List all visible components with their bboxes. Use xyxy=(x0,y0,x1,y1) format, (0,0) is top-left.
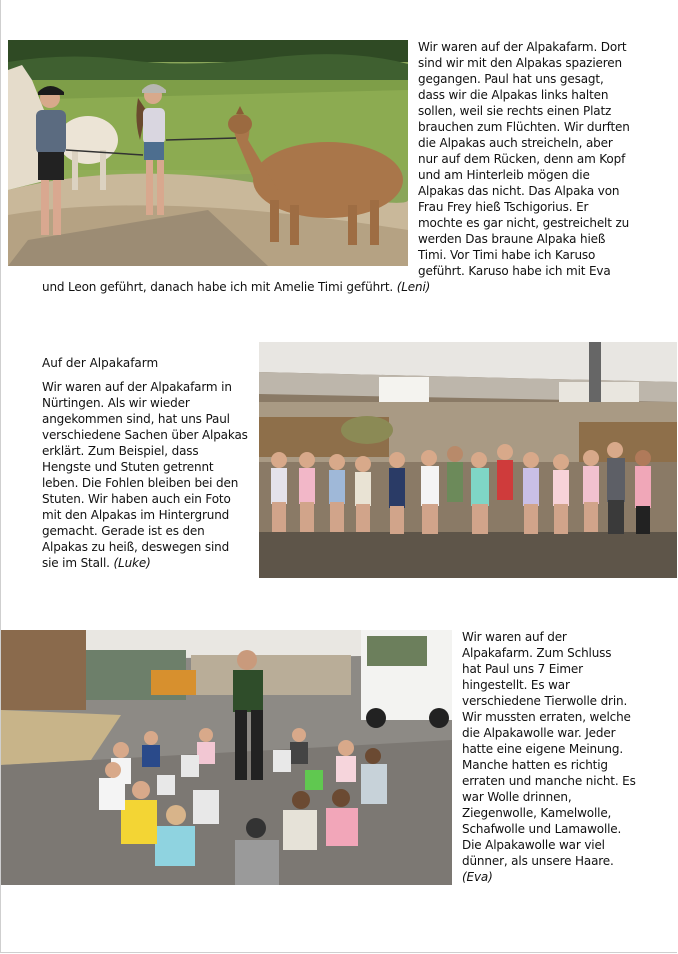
text-line: dünner, als unsere Haare. xyxy=(462,854,614,868)
text-line: leben. Die Fohlen bleiben bei den xyxy=(42,476,239,490)
text-line: Wir waren auf der xyxy=(462,630,567,644)
text-line: sind wir mit den Alpakas spazieren xyxy=(418,56,622,70)
text-line: gemacht. Gerade ist es den xyxy=(42,524,205,538)
section-3-text xyxy=(462,629,636,885)
text-line: Ziegenwolle, Kamelwolle, xyxy=(462,806,612,820)
text-line: Wir waren auf der Alpakafarm in xyxy=(42,380,232,394)
photo-alpaca-walk xyxy=(8,40,408,266)
text-line: verschiedene Sachen über Alpakas xyxy=(42,428,248,442)
text-line: Die Alpakawolle war viel xyxy=(462,838,605,852)
text-line: Wir mussten erraten, welche xyxy=(462,710,631,724)
author-name: (Leni) xyxy=(396,280,431,294)
section-heading: Auf der Alpakafarm xyxy=(42,356,159,370)
text-line: Schafwolle und Lamawolle. xyxy=(462,822,622,836)
author-name: (Eva) xyxy=(462,870,493,884)
text-line: Hengste und Stuten getrennt xyxy=(42,460,214,474)
text-line: brauchen zum Flüchten. Wir durften xyxy=(418,120,630,134)
text-line: die Alpakas auch streicheln, aber xyxy=(418,136,613,150)
text-line: hatte eine eigene Meinung. xyxy=(462,742,624,756)
text-line: sollen, weil sie rechts einen Platz xyxy=(418,104,612,118)
section-2-text xyxy=(42,379,248,571)
section-1-text xyxy=(418,39,630,279)
text-line: mochte es gar nicht, gestreichelt zu xyxy=(418,216,630,230)
text-line: Nürtingen. Als wir wieder xyxy=(42,396,190,410)
text-line: und Leon geführt, danach habe ich mit Amelie Timi geführt. xyxy=(42,280,394,294)
text-line: Manche hatten es richtig xyxy=(462,758,608,772)
text-line: war Wolle drinnen, xyxy=(462,790,572,804)
text-line: Alpakafarm. Zum Schluss xyxy=(462,646,612,660)
text-line: Alpakas zu heiß, deswegen sind xyxy=(42,540,230,554)
text-line: nur auf dem Rücken, denn am Kopf xyxy=(418,152,626,166)
text-line: dass wir die Alpakas links halten xyxy=(418,88,609,102)
section-1-last-line xyxy=(42,279,430,295)
text-line: und am Hinterleib mögen die xyxy=(418,168,590,182)
text-line: Stuten. Wir haben auch ein Foto xyxy=(42,492,231,506)
text-line: Alpakas das nicht. Das Alpaka von xyxy=(418,184,620,198)
text-line: gegangen. Paul hat uns gesagt, xyxy=(418,72,604,86)
photo-wool-guessing xyxy=(1,630,452,885)
text-line: Timi. Vor Timi habe ich Karuso xyxy=(418,248,596,262)
text-line: werden Das braune Alpaka hieß xyxy=(418,232,606,246)
text-line: angekommen sind, hat uns Paul xyxy=(42,412,230,426)
text-line: die Alpakawolle war. Jeder xyxy=(462,726,616,740)
text-line: hat Paul uns 7 Eimer xyxy=(462,662,583,676)
text-line: Wir waren auf der Alpakafarm. Dort xyxy=(418,40,627,54)
text-line: erklärt. Zum Beispiel, dass xyxy=(42,444,199,458)
text-line: hingestellt. Es war xyxy=(462,678,570,692)
text-line: verschiedene Tierwolle drin. xyxy=(462,694,628,708)
text-line: Frau Frey hieß Tschigorius. Er xyxy=(418,200,589,214)
text-line: sie im Stall. xyxy=(42,556,110,570)
text-line: erraten und manche nicht. Es xyxy=(462,774,636,788)
photo-group-in-barn xyxy=(259,342,677,578)
text-line: mit den Alpakas im Hintergrund xyxy=(42,508,230,522)
text-line: geführt. Karuso habe ich mit Eva xyxy=(418,264,611,278)
author-name: (Luke) xyxy=(113,556,151,570)
